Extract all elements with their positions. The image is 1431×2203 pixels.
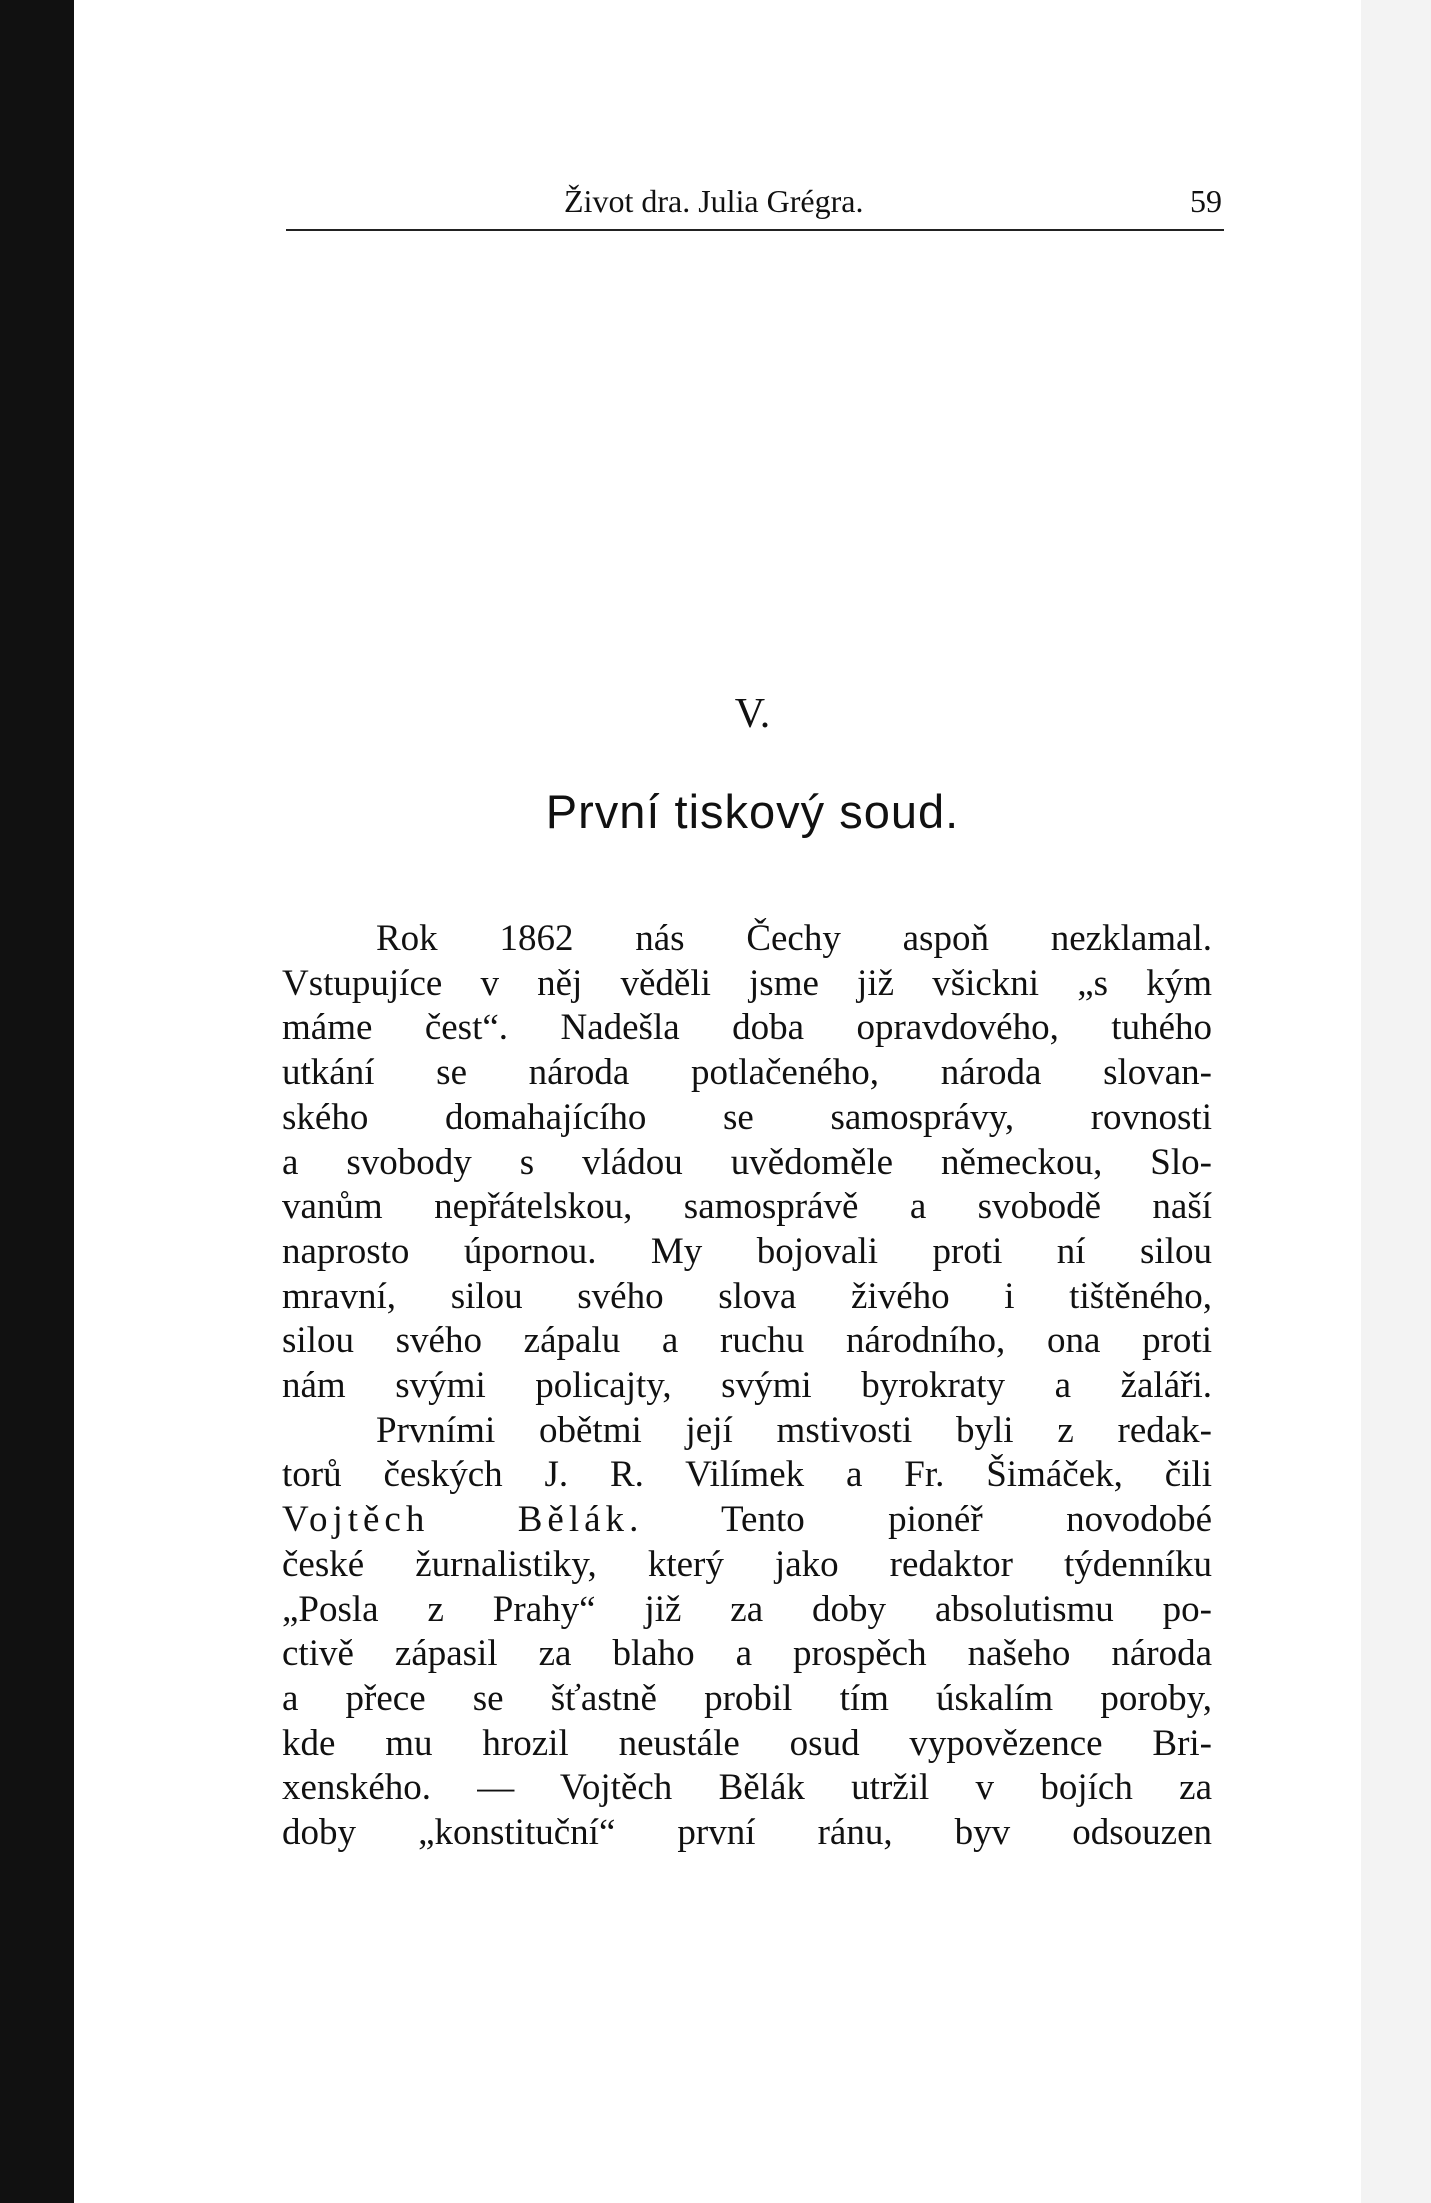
book-page (74, 0, 1431, 2203)
chapter-title: První tiskový soud. (545, 785, 960, 838)
body-text (282, 917, 1212, 1856)
text-line: a svobody s vládou uvědoměle německou, Slo- (282, 1141, 1212, 1183)
running-title: Život dra. Julia Grégra. (564, 183, 864, 219)
text-line: „Posla z Prahy“ již za doby absolutismu po- (282, 1588, 1212, 1630)
text-line: české žurnalistiky, který jako redaktor týdenníku (282, 1543, 1212, 1585)
text-line: nám svými policajty, svými byrokraty a žaláři. (282, 1365, 1212, 1407)
text-line: kde mu hrozil neustále osud vypovězence Bri- (282, 1722, 1212, 1764)
text-line: utkání se národa potlačeného, národa slovan- (282, 1052, 1212, 1094)
text-line-tail: . Tento pionéř novodobé (629, 1499, 1212, 1541)
text-line: Vstupujíce v něj věděli jsme již všickni „s kým (282, 962, 1212, 1004)
page-right-margin (1361, 0, 1431, 2203)
book-spine-shadow (0, 0, 74, 2203)
text-line (282, 1498, 1212, 1543)
text-line: máme čest“. Nadešla doba opravdového, tuhého (282, 1007, 1212, 1049)
text-line: Rok 1862 nás Čechy aspoň nezklamal. (376, 918, 1212, 959)
chapter-numeral: V. (734, 691, 771, 737)
text-line: naprosto úpornou. My bojovali proti ní silou (282, 1230, 1212, 1272)
text-line: mravní, silou svého slova živého i tištěného, (282, 1275, 1212, 1317)
text-line: xenského. — Vojtěch Bělák utržil v bojích za (282, 1767, 1212, 1809)
text-line: ctivě zápasil za blaho a prospěch našeho národa (282, 1633, 1212, 1675)
text-line: doby „konstituční“ první ránu, byv odsouzen (282, 1812, 1212, 1854)
page-number: 59 (1190, 183, 1222, 219)
text-line: ského domahajícího se samosprávy, rovnosti (282, 1096, 1212, 1138)
spaced-name: Vojtěch Bělák (282, 1499, 630, 1541)
running-header (286, 183, 1224, 231)
text-line: vanům nepřátelskou, samosprávě a svobodě naší (282, 1186, 1212, 1228)
text-line: torů českých J. R. Vilímek a Fr. Šimáček, čili (282, 1454, 1212, 1496)
text-line: a přece se šťastně probil tím úskalím poroby, (282, 1677, 1212, 1719)
text-line: silou svého zápalu a ruchu národního, ona proti (282, 1320, 1212, 1362)
text-line: Prvními obětmi její mstivosti byli z redak- (376, 1409, 1212, 1451)
